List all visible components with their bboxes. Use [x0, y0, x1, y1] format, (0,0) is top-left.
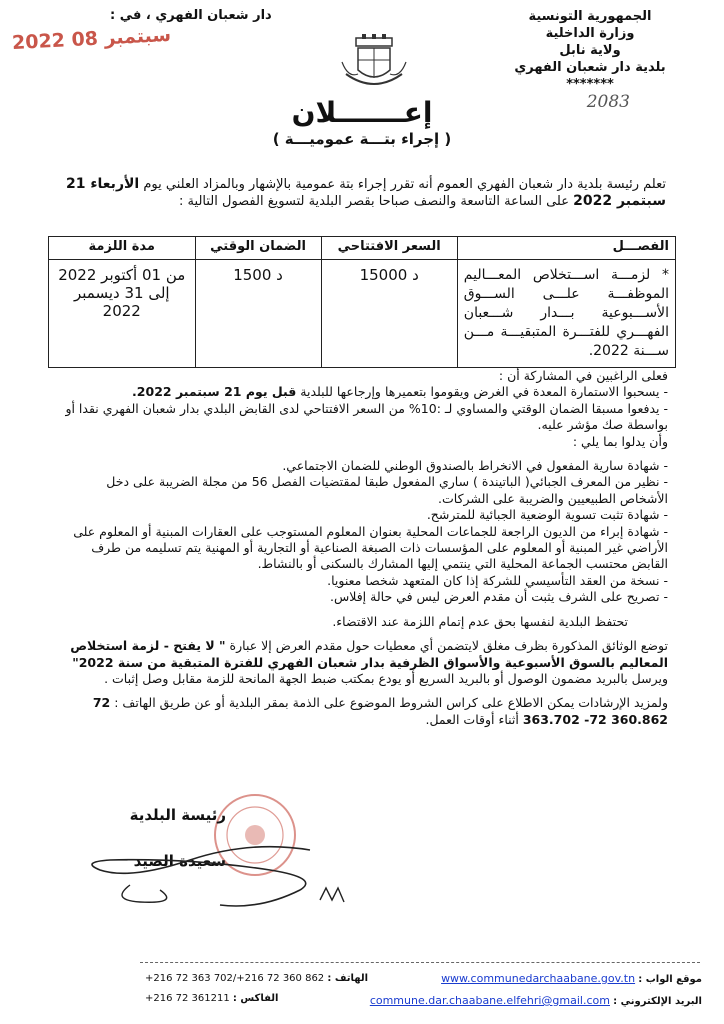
phone-label: الهاتف : [327, 973, 369, 984]
submission-deadline: قبل يوم 21 سبتمبر 2022. [132, 384, 297, 400]
body-line-articles: - نسخة من العقد التأسيسي للشركة إذا كان المتعهد شخصا معنويا. [327, 572, 668, 588]
notice-title: إعـــــــلان [291, 96, 433, 129]
table-row [49, 260, 676, 368]
body-line-clearance: - شهادة إبراء من الديون الراجعة للجماعات المحلية بعنوان المعلوم المستوجب على العقارات المبنية أو المعلوم على الأراضي غير المبنية أو المعلوم على المؤسسات ذات الصبغة الصناعية أو التجارية أو المهنية يتم تسليمه من طرف القابض محتسب الجماعة المحلية التي ينتمي إليها المشارك بالسكنى أو بالنشاط. [73, 523, 668, 572]
lot-description: * لزمـــة اســـتخلاص المعـــاليم الموظفـــة علـــى الســـوق الأســـبوعية بـــدار شـــعبان الفهـــري للفتـــرة المتبقيـــة مـــن ســـنة 2022. [457, 260, 675, 368]
table-header-row [49, 237, 676, 260]
country-name: الجمهورية التونسية [528, 9, 652, 24]
tunisia-coat-of-arms-icon [338, 34, 410, 94]
date-stamp: 2022 سبتمبر 08 [11, 23, 172, 55]
body-line-declaration: - تصريح على الشرف يثبت أن مقدم العرض ليس في حالة إفلاس. [330, 589, 668, 605]
col-opening-price-header: السعر الافتتاحي [321, 237, 457, 260]
email-link[interactable]: commune.dar.chaabane.elfehri@gmail.com [369, 994, 610, 1007]
body-line-documents-intro: وأن يدلوا بما يلي : [572, 433, 668, 449]
place-date-line: دار شعبان الفهري ، في : [110, 8, 272, 23]
opening-price-value: 15000 د [321, 260, 457, 368]
body-line-tax-id: - نظير من المعرف الجبائي( الباتيندة ) ساري المفعول طبقا لمقتضيات الفصل 56 من مجلة الضريبة على دخل الأشخاص الطبيعيين والضريبة على الشركات. [106, 474, 668, 506]
lots-table [48, 236, 676, 368]
email-label: البريد الإلكتروني : [613, 996, 702, 1007]
duration-from: من 01 أكتوبر 2022 [58, 266, 186, 284]
deposit-value: 1500 د [195, 260, 321, 368]
ministry-name: وزارة الداخلية [545, 26, 635, 41]
reference-number: 2083 [586, 92, 630, 112]
fax-value: +216 72 361211 [145, 993, 230, 1004]
envelope-label: " لا يفتح - لزمة استخلاص المعاليم بالسوق الأسبوعية والأسواق الظرفية بدار شعبان الفهري للفترة المتبقية من سنة 2022" [70, 638, 668, 670]
website-link[interactable]: www.communedarchaabane.gov.tn [441, 972, 636, 985]
body-line-info: ولمزيد الإرشادات يمكن الاطلاع على كراس الشروط الموضوع على الذمة بمقر البلدية أو عن طريق الهاتف : 72 363.702 -72 360.862 أثناء أوقات العمل. [92, 695, 668, 727]
website-label: موقع الواب : [638, 974, 702, 985]
notice-subtitle: ( إجراء بتـــة عموميـــة ) [272, 130, 452, 148]
col-duration-header: مدة اللزمة [49, 237, 196, 260]
col-lot-header: الفصـــل [457, 237, 675, 260]
footer-phone [145, 973, 368, 984]
footer-website [441, 972, 702, 985]
municipality-name: بلدية دار شعبان الفهري [514, 60, 666, 75]
footer-email [370, 994, 702, 1007]
footer-divider [140, 962, 700, 963]
footer-fax [145, 993, 279, 1004]
body-line-deposit: - يدفعوا مسبقا الضمان الوقتي والمساوي لـ :10% من السعر الافتتاحي لدى القابض البلدي بدار شعبان الفهري نقدا أو بواسطة صك مؤشر عليه. [65, 400, 668, 433]
intro-text-2: على الساعة التاسعة والنصف صباحا بقصر البلدية لتسويغ الفصول التالية : [179, 194, 574, 209]
body-line-envelope: توضع الوثائق المذكورة بظرف مغلق لايتضمن أي معطيات حول مقدم العرض إلا عبارة " لا يفتح - لزمة استخلاص المعاليم بالسوق الأسبوعية والأسواق الظرفية بدار شعبان الفهري للفترة المتبقية من سنة 2022" ويرسل بالبريد مضمون الوصول أو بالبريد السريع أو يودع بمكتب ضبط الجهة المانحة للزمة مقابل وصل إثبات . [70, 638, 668, 686]
phone-value: +216 72 363 702/+216 72 360 862 [145, 973, 325, 984]
body-line-reservation: تحتفظ البلدية لنفسها بحق عدم إتمام اللزمة عند الاقتضاء. [332, 613, 628, 629]
body-line-tax-status: - شهادة تثبت تسوية الوضعية الجبائية للمترشح. [426, 507, 668, 523]
handwritten-signature-icon [70, 830, 370, 930]
auction-date: الأربعاء 21 سبتمبر 2022 [66, 176, 666, 209]
body-line-form: - يسحبوا الاستمارة المعدة في الغرض ويقوموا بتعميرها وإرجاعها للبلدية قبل يوم 21 سبتمبر 2022. [132, 384, 668, 400]
signatory-title: رئيسة البلدية [129, 806, 226, 824]
issuer-header [490, 8, 690, 93]
fax-label: الفاكس : [232, 993, 279, 1004]
header-stars: ******* [566, 77, 614, 92]
duration-to: إلى 31 ديسمبر 2022 [73, 284, 170, 320]
governorate-name: ولاية نابل [559, 43, 621, 58]
notice-body [58, 368, 668, 728]
intro-paragraph [66, 176, 666, 210]
duration-value [49, 260, 196, 368]
body-line-requirements-intro: فعلى الراغبين في المشاركة أن : [498, 368, 668, 383]
body-line-cnss: - شهادة سارية المفعول في الانخراط بالصندوق الوطني للضمان الاجتماعي. [282, 458, 668, 474]
signatory-name: سعيدة الصيد [133, 852, 226, 870]
contact-phones: 72 363.702 -72 360.862 [92, 695, 668, 727]
intro-text-1: تعلم رئيسة بلدية دار شعبان الفهري العموم أنه تقرر إجراء بتة عمومية بالإشهار وبالمزاد العلني يوم [139, 177, 666, 192]
col-deposit-header: الضمان الوقتي [195, 237, 321, 260]
